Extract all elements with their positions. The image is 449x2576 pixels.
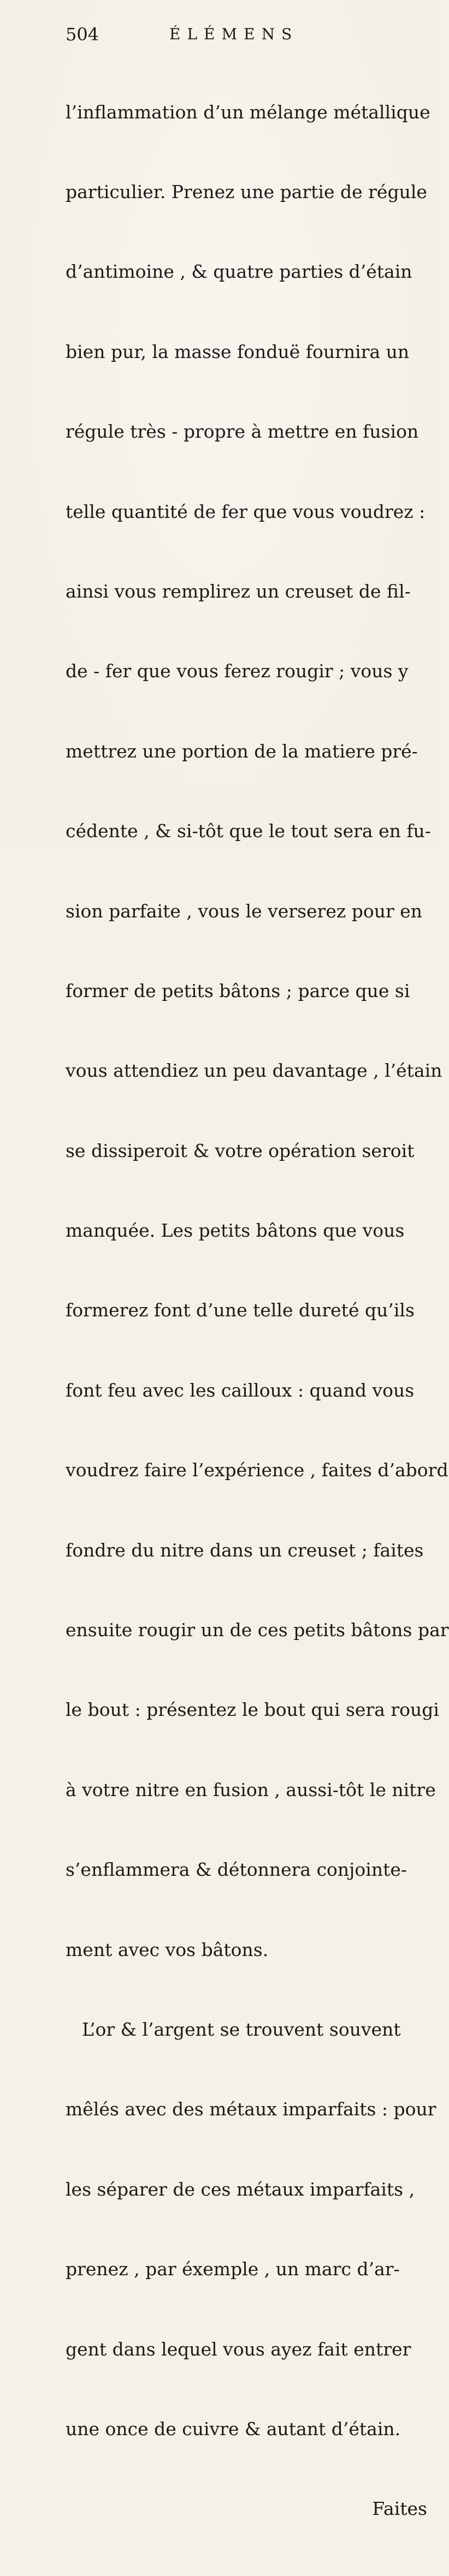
text-line: l’inflammation d’un mélange métallique bbox=[66, 101, 430, 123]
text-line: gent dans lequel vous ayez fait entrer bbox=[66, 2338, 411, 2360]
text-line: s’enflammera & détonnera conjointe- bbox=[66, 1859, 407, 1881]
text-line: vous attendiez un peu davantage , l’étain bbox=[66, 1060, 442, 1082]
text-line: une once de cuivre & autant d’étain. bbox=[66, 2418, 401, 2440]
body-text bbox=[66, 46, 449, 2576]
text-line: manquée. Les petits bâtons que vous bbox=[66, 1220, 405, 1242]
text-line: particulier. Prenez une partie de régule bbox=[66, 181, 427, 202]
text-line: régule très - propre à mettre en fusion bbox=[66, 421, 419, 443]
text-line: bien pur, la masse fonduë fournira un bbox=[66, 341, 410, 362]
text-line: mettrez une portion de la matiere pré- bbox=[66, 740, 418, 762]
text-line: se dissiperoit & votre opération seroit bbox=[66, 1140, 415, 1161]
text-line: cédente , & si-tôt que le tout sera en fu- bbox=[66, 820, 431, 842]
text-line: font feu avec les cailloux : quand vous bbox=[66, 1379, 415, 1401]
text-line: formerez font d’une telle dureté qu’ils bbox=[66, 1299, 415, 1321]
page-number: 504 bbox=[66, 24, 99, 45]
text-line: former de petits bâtons ; parce que si bbox=[66, 980, 410, 1001]
catchword: Faites bbox=[372, 2498, 427, 2520]
text-line: mêlés avec des métaux imparfaits : pour bbox=[66, 2098, 436, 2120]
paragraph-start-line: L’or & l’argent se trouvent souvent bbox=[82, 2018, 401, 2040]
text-line: de - fer que vous ferez rougir ; vous y bbox=[66, 660, 409, 682]
text-line: d’antimoine , & quatre parties d’étain bbox=[66, 261, 412, 283]
text-line: telle quantité de fer que vous voudrez : bbox=[66, 500, 426, 522]
text-line: prenez , par éxemple , un marc d’ar- bbox=[66, 2258, 400, 2280]
text-line: fondre du nitre dans un creuset ; faites bbox=[66, 1539, 424, 1561]
text-line: ment avec vos bâtons. bbox=[66, 1939, 269, 1960]
text-line: sion parfaite , vous le verserez pour en bbox=[66, 900, 423, 922]
text-line: voudrez faire l’expérience , faites d’abord bbox=[66, 1459, 448, 1481]
text-line: les séparer de ces métaux imparfaits , bbox=[66, 2178, 415, 2200]
text-line: ensuite rougir un de ces petits bâtons par bbox=[66, 1619, 449, 1641]
running-title: ÉLÉMENS bbox=[169, 25, 299, 43]
page-header bbox=[66, 22, 350, 47]
text-line: à votre nitre en fusion , aussi-tôt le nitre bbox=[66, 1779, 436, 1800]
text-line: le bout : présentez le bout qui sera rougi bbox=[66, 1699, 439, 1721]
text-line: ainsi vous remplirez un creuset de fil- bbox=[66, 580, 411, 602]
